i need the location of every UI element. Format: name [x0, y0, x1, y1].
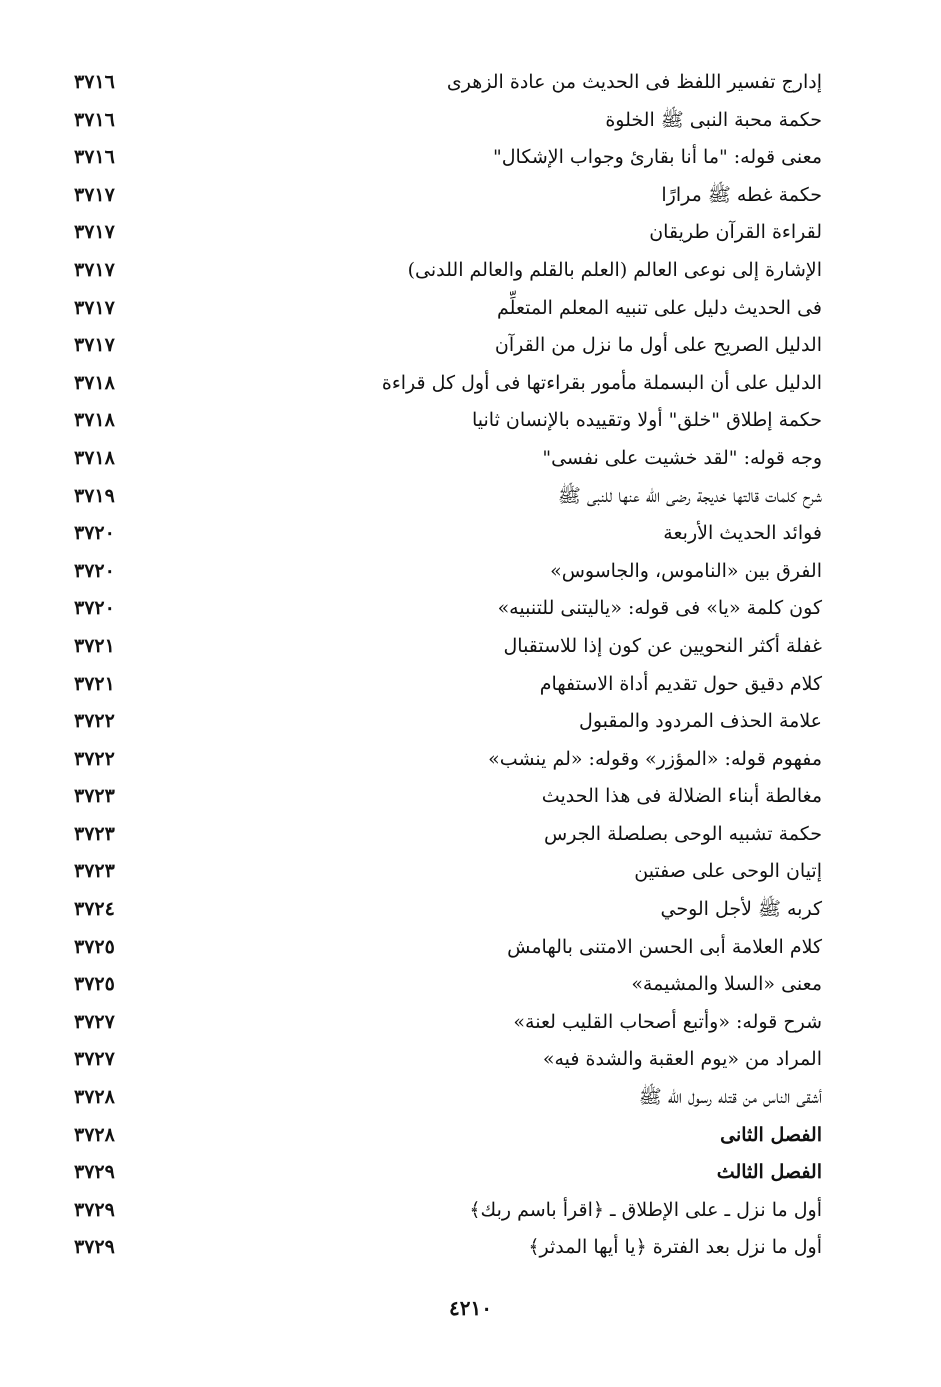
- toc-entry-title: شرح قوله: «وأتبع أصحاب القليب لعنة»: [513, 1010, 822, 1033]
- toc-entry: [62, 1004, 822, 1042]
- toc-entry-title: الدليل على أن البسملة مأمور بقراءتها فى أول كل قراءة: [381, 371, 822, 394]
- toc-entry-title: علامة الحذف المردود والمقبول: [579, 710, 822, 733]
- toc-entry: [62, 1041, 822, 1079]
- toc-section-heading: الفصل الثانى: [720, 1123, 822, 1146]
- toc-entry-page: ٣٧٢٥: [74, 935, 115, 958]
- toc-entry: [62, 853, 822, 891]
- toc-entry: [62, 515, 822, 553]
- toc-entry: [62, 741, 822, 779]
- toc-entry-title: الإشارة إلى نوعى العالم (العلم بالقلم والعالم اللدنى): [407, 258, 822, 281]
- toc-entry-title: فى الحديث دليل على تنبيه المعلم المتعلِّم: [497, 296, 822, 319]
- toc-entry-title: معنى قوله: "ما أنا بقارئ وجواب الإشكال": [493, 146, 822, 169]
- toc-entry: [62, 966, 822, 1004]
- toc-entry: [62, 102, 822, 140]
- toc-entry: [62, 64, 822, 102]
- page-number: ٤٢١٠: [449, 1296, 492, 1320]
- toc-entry-page: ٣٧١٧: [74, 258, 115, 281]
- toc-entry-title: غفلة أكثر النحويين عن كون إذا للاستقبال: [503, 634, 822, 657]
- toc-entry-page: ٣٧٢٥: [74, 973, 115, 996]
- toc-entry-page: ٣٧٢٤: [74, 898, 115, 921]
- toc-entry-title: إدارج تفسير اللفظ فى الحديث من عادة الزهرى: [446, 71, 822, 93]
- toc-entry-page: ٣٧٢٣: [74, 785, 115, 808]
- toc-entry: [62, 139, 822, 177]
- toc-entry-title: معنى «السلا والمشيمة»: [631, 973, 822, 996]
- toc-entry: [62, 1229, 822, 1267]
- toc-entry-page: ٣٧١٧: [74, 183, 115, 206]
- toc-entry-title: مفهوم قوله: «المؤزر» وقوله: «لم ينشب»: [488, 747, 822, 770]
- toc-entry-page: ٣٧٢٠: [74, 522, 115, 545]
- toc-entry: [62, 891, 822, 929]
- table-of-contents: [62, 64, 822, 1267]
- toc-entry-title: الدليل الصريح على أول ما نزل من القرآن: [494, 334, 822, 357]
- toc-entry-page: ٣٧١٦: [74, 71, 115, 93]
- toc-entry: [62, 365, 822, 403]
- toc-entry-title: شرح كلمات قالتها خديجة رضى الله عنها للنبى ﷺ: [557, 484, 822, 507]
- toc-entry-title: إتيان الوحى على صفتين: [634, 860, 822, 883]
- toc-entry-page: ٣٧٢٩: [74, 1198, 115, 1221]
- toc-entry-page: ٣٧٢٢: [74, 747, 115, 770]
- toc-entry-title: كلام دقيق حول تقديم أداة الاستفهام: [539, 672, 822, 695]
- toc-entry-page: ٣٧٢٨: [74, 1123, 115, 1146]
- toc-entry: [62, 703, 822, 741]
- toc-entry-title: حكمة إطلاق "خلق" أولا وتقييده بالإنسان ثانيا: [471, 409, 822, 432]
- toc-entry: [62, 290, 822, 328]
- toc-entry-page: ٣٧٢٠: [74, 597, 115, 620]
- toc-entry-title: حكمة محبة النبى ﷺ الخلوة: [605, 108, 822, 131]
- toc-entry-page: ٣٧١٦: [74, 108, 115, 131]
- toc-entry: [62, 177, 822, 215]
- toc-entry: [62, 1079, 822, 1117]
- toc-entry-page: ٣٧٢٣: [74, 822, 115, 845]
- toc-entry-page: ٣٧٢٧: [74, 1048, 115, 1071]
- toc-entry-page: ٣٧١٧: [74, 334, 115, 357]
- toc-entry-title: فوائد الحديث الأربعة: [663, 522, 822, 545]
- toc-entry-title: أول ما نزل بعد الفترة ﴿يا أيها المدثر﴾: [528, 1236, 822, 1259]
- toc-entry-title: حكمة تشبيه الوحى بصلصلة الجرس: [544, 822, 822, 845]
- toc-entry: [62, 666, 822, 704]
- toc-entry-page: ٣٧٢٧: [74, 1010, 115, 1033]
- toc-entry-page: ٣٧٢٢: [74, 710, 115, 733]
- toc-entry: [62, 816, 822, 854]
- toc-entry-title: أول ما نزل ـ على الإطلاق ـ ﴿اقرأ باسم ربك﴾: [469, 1198, 822, 1221]
- toc-entry-page: ٣٧٢٣: [74, 860, 115, 883]
- toc-entry-page: ٣٧٢٩: [74, 1161, 115, 1184]
- toc-entry-title: مغالطة أبناء الضلالة فى هذا الحديث: [541, 785, 822, 808]
- toc-entry: [62, 1117, 822, 1155]
- toc-entry: [62, 327, 822, 365]
- toc-entry-page: ٣٧١٨: [74, 409, 115, 432]
- toc-entry-page: ٣٧١٩: [74, 484, 115, 507]
- toc-entry-title: كربه ﷺ لأجل الوحي: [660, 898, 822, 921]
- toc-entry-title: كون كلمة «يا» فى قوله: «ياليتنى للتنبيه»: [497, 597, 822, 620]
- toc-entry-title: أشقى الناس من قتله رسول الله ﷺ: [638, 1086, 822, 1109]
- toc-entry-page: ٣٧٢٨: [74, 1086, 115, 1109]
- toc-entry-title: لقراءة القرآن طريقان: [649, 221, 822, 244]
- toc-entry-page: ٣٧١٦: [74, 146, 115, 169]
- toc-entry-page: ٣٧٢١: [74, 634, 115, 657]
- toc-entry-title: المراد من «يوم العقبة والشدة فيه»: [542, 1048, 822, 1071]
- toc-entry: [62, 1154, 822, 1192]
- toc-entry-page: ٣٧١٧: [74, 221, 115, 244]
- toc-entry-page: ٣٧١٧: [74, 296, 115, 319]
- toc-entry-page: ٣٧١٨: [74, 371, 115, 394]
- toc-entry-page: ٣٧١٨: [74, 446, 115, 469]
- toc-entry-title: كلام العلامة أبى الحسن الامتنى بالهامش: [507, 935, 822, 958]
- toc-entry-page: ٣٧٢١: [74, 672, 115, 695]
- toc-entry-page: ٣٧٢٠: [74, 559, 115, 582]
- toc-entry: [62, 214, 822, 252]
- toc-entry: [62, 628, 822, 666]
- toc-entry-page: ٣٧٢٩: [74, 1236, 115, 1259]
- toc-entry: [62, 440, 822, 478]
- toc-entry: [62, 478, 822, 516]
- toc-section-heading: الفصل الثالث: [716, 1161, 822, 1184]
- toc-entry-title: الفرق بين «الناموس، والجاسوس»: [550, 559, 822, 582]
- toc-entry: [62, 252, 822, 290]
- toc-entry-title: وجه قوله: "لقد خشيت على نفسى": [542, 446, 822, 469]
- toc-entry: [62, 929, 822, 967]
- toc-entry: [62, 778, 822, 816]
- toc-entry: [62, 402, 822, 440]
- toc-entry-title: حكمة غطه ﷺ مرارًا: [661, 183, 822, 206]
- toc-entry: [62, 590, 822, 628]
- toc-entry: [62, 553, 822, 591]
- toc-entry: [62, 1192, 822, 1230]
